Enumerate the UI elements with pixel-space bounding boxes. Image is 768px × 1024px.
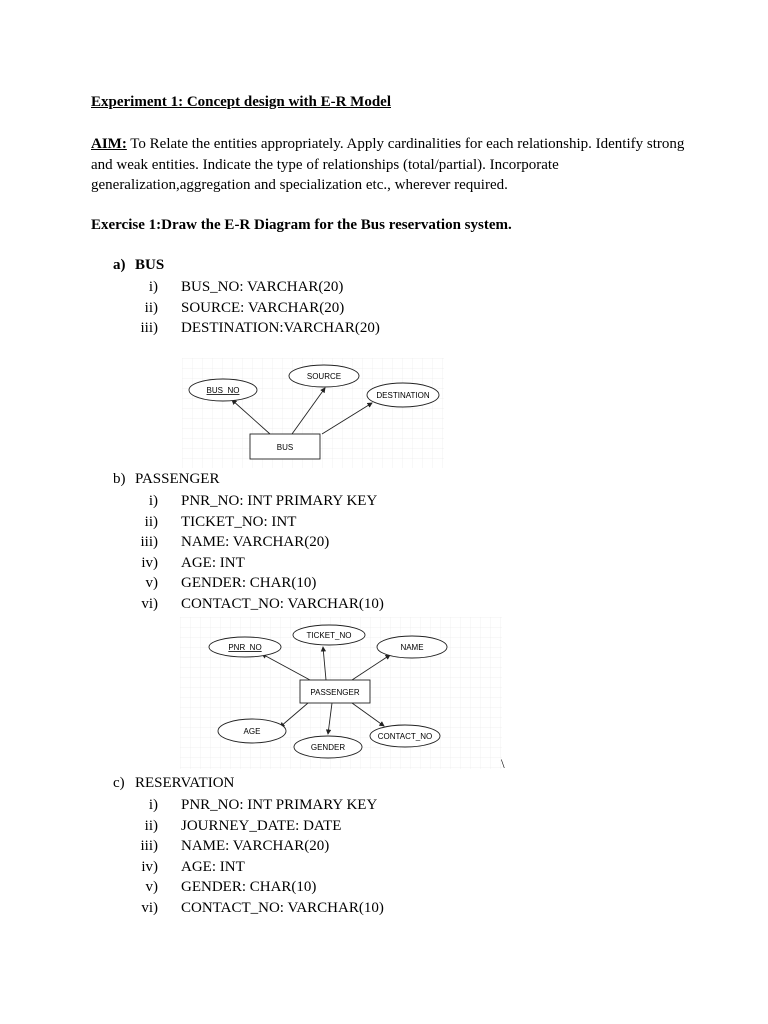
bus-entity-label: BUS — [276, 443, 294, 452]
exercise-heading: Exercise 1:Draw the E-R Diagram for the Bus reservation system. — [91, 217, 512, 233]
passenger-entity-label: PASSENGER — [310, 688, 360, 697]
pnr-no-label: PNR_NO — [228, 643, 262, 652]
item-number: ii) — [144, 299, 158, 316]
section-letter: c) — [113, 775, 125, 791]
item-text: JOURNEY_DATE: DATE — [181, 817, 342, 834]
aim-text: To Relate the entities appropriately. Apply cardinalities for each relationship. Identify strong and weak entities. Indicate the type of relationships (total/partial). Incorporate generalization,aggregation and specialization etc., wherever required. — [91, 136, 685, 193]
stray-mark: \ — [501, 756, 505, 771]
source-label: SOURCE — [306, 372, 342, 381]
name-label: NAME — [400, 643, 424, 652]
item-number: iv) — [141, 554, 158, 571]
item-number: iii) — [140, 534, 158, 550]
item-number: i) — [148, 797, 158, 813]
item-text: AGE: INT — [181, 858, 245, 875]
item-text: PNR_NO: INT PRIMARY KEY — [181, 493, 378, 509]
item-number: iv) — [141, 858, 158, 875]
item-text: TICKET_NO: INT — [181, 513, 297, 530]
section-letter: a) — [113, 257, 126, 273]
item-number: i) — [148, 279, 158, 295]
contact-no-label: CONTACT_NO — [377, 732, 433, 741]
item-text: CONTACT_NO: VARCHAR(10) — [181, 899, 384, 916]
item-text: SOURCE: VARCHAR(20) — [181, 299, 345, 316]
item-number: v) — [145, 879, 158, 895]
aim-label: AIM: — [91, 136, 127, 152]
item-text: PNR_NO: INT PRIMARY KEY — [181, 797, 378, 813]
section-name: RESERVATION — [135, 775, 235, 791]
ticket-no-label: TICKET_NO — [306, 631, 352, 640]
item-number: ii) — [144, 817, 158, 834]
item-number: v) — [145, 575, 158, 591]
item-text: GENDER: CHAR(10) — [181, 879, 317, 895]
item-text: NAME: VARCHAR(20) — [181, 534, 330, 550]
item-number: iii) — [140, 320, 158, 336]
section-name: PASSENGER — [135, 471, 220, 487]
aim-paragraph — [91, 134, 701, 196]
passenger-er-diagram — [180, 617, 502, 769]
item-number: vi) — [141, 595, 158, 612]
item-text: GENDER: CHAR(10) — [181, 575, 317, 591]
section-heading-passenger — [113, 471, 219, 488]
bus-no-label: BUS_NO — [206, 386, 240, 395]
age-label: AGE — [243, 727, 261, 736]
item-number: vi) — [141, 899, 158, 916]
gender-label: GENDER — [310, 743, 346, 752]
document-title: Experiment 1: Concept design with E-R Model — [91, 94, 391, 110]
item-text: BUS_NO: VARCHAR(20) — [181, 279, 344, 295]
item-number: iii) — [140, 838, 158, 854]
bus-er-diagram — [182, 358, 444, 468]
section-heading-reservation — [113, 775, 234, 792]
item-text: DESTINATION:VARCHAR(20) — [181, 320, 380, 336]
item-number: ii) — [144, 513, 158, 530]
item-number: i) — [148, 493, 158, 509]
item-text: AGE: INT — [181, 554, 245, 571]
section-letter: b) — [113, 471, 126, 487]
destination-label: DESTINATION — [376, 391, 430, 400]
section-heading-bus — [113, 257, 164, 274]
item-text: CONTACT_NO: VARCHAR(10) — [181, 595, 384, 612]
section-name: BUS — [135, 257, 165, 273]
item-text: NAME: VARCHAR(20) — [181, 838, 330, 854]
